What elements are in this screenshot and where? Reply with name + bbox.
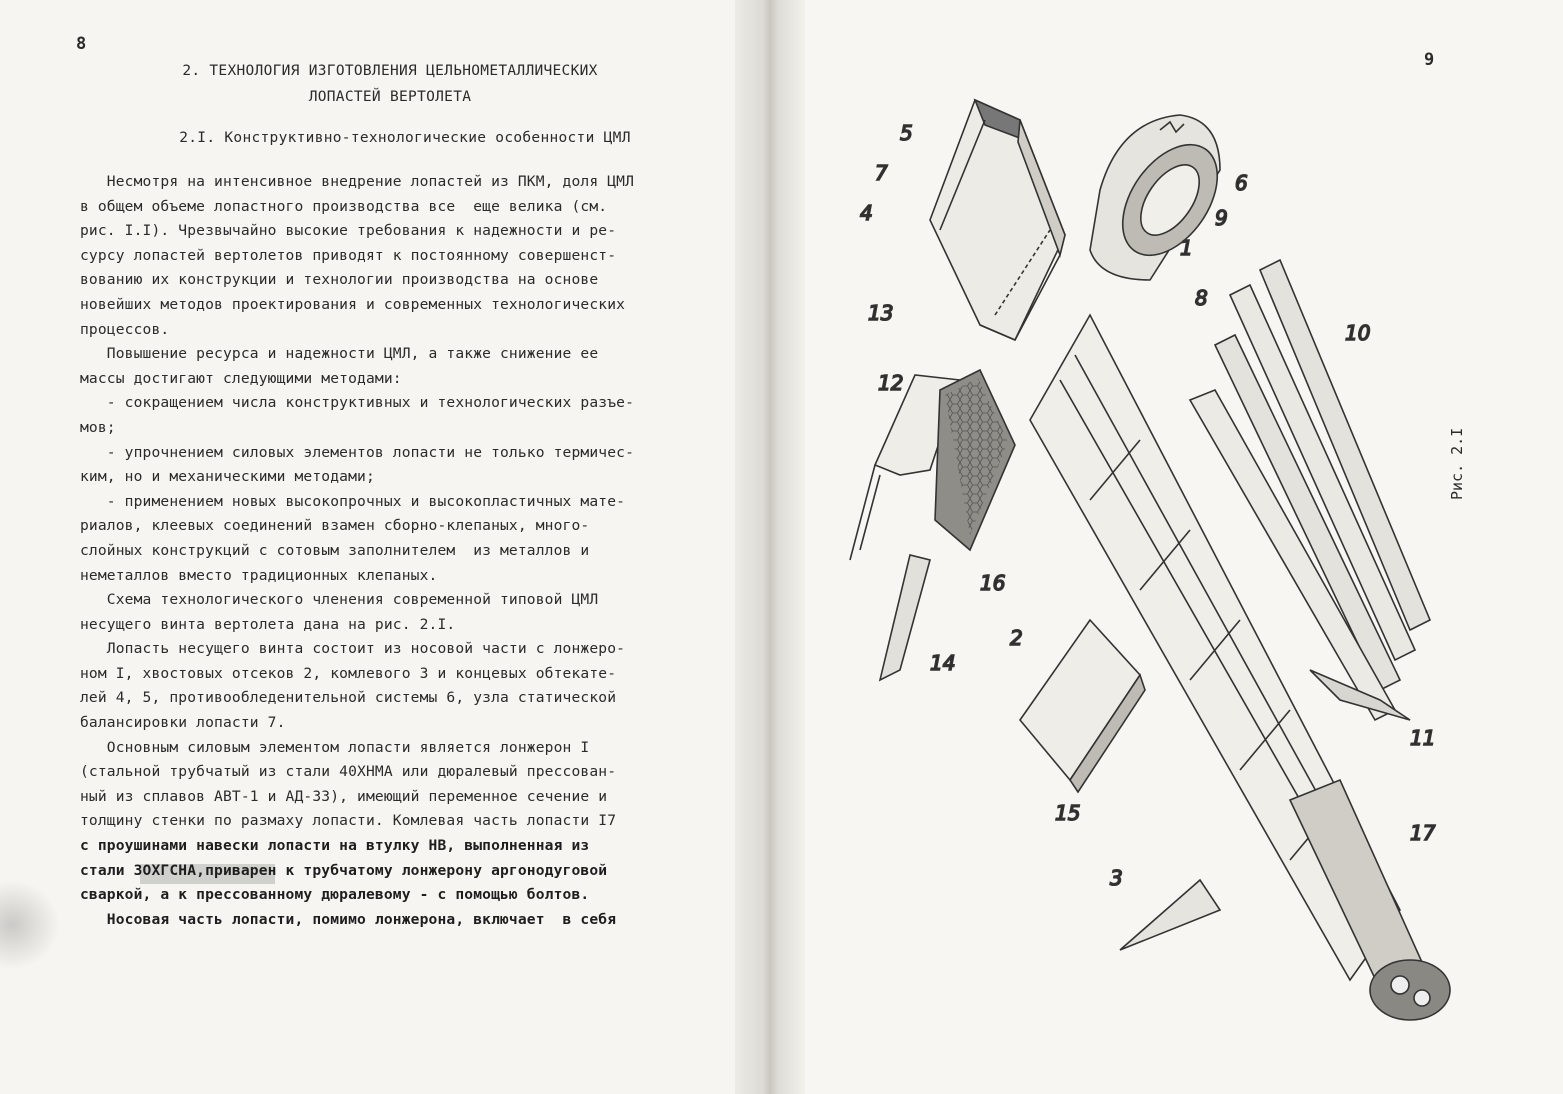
text-line: лей 4, 5, противообледенительной системы 6, узла статической — [80, 689, 617, 707]
scan-smudge — [0, 880, 60, 970]
text-line: - сокращением числа конструктивных и технологических разъе- — [80, 394, 635, 412]
figure-label: 8 — [1195, 286, 1208, 310]
chapter-title — [120, 58, 660, 110]
trailing-section-part — [1020, 620, 1145, 792]
page-number-right: 9 — [1424, 50, 1435, 70]
text-line: процессов. — [80, 320, 170, 338]
text-line: с проушинами навески лопасти на втулку НВ, выполненная из — [80, 837, 590, 855]
text-line: риалов, клеевых соединений взамен сборно-клепаных, многo- — [80, 517, 590, 535]
text-line: сваркой, а к прессованному дюралевому - с помощью болтов. — [80, 886, 590, 904]
chapter-title-line2: ЛОПАСТЕЙ ВЕРТОЛЕТА — [308, 89, 472, 105]
figure-label: 9 — [1215, 206, 1228, 230]
figure-label: 13 — [868, 301, 894, 325]
leading-edge-profile-part — [1090, 115, 1237, 280]
text-line: - применением новых высокопрочных и высокопластичных мате- — [80, 492, 626, 510]
text-line: балансировки лопасти 7. — [80, 714, 286, 732]
text-line: в общем объеме лопастного производства все еще велика (см. — [80, 197, 608, 215]
figure-label: 4 — [860, 201, 873, 225]
figure-label: 17 — [1410, 821, 1436, 845]
text-line: несущего винта вертолета дана на рис. 2.I. — [80, 615, 456, 633]
text-line: (стальной трубчатый из стали 40ХНМА или дюралевый прессован- — [80, 763, 617, 781]
figure-label: 2 — [1010, 626, 1023, 650]
figure-label: 11 — [1410, 726, 1436, 750]
text-line: рис. I.I). Чрезвычайно высокие требования к надежности и ре- — [80, 222, 617, 240]
tip-fairing-part — [930, 100, 1065, 340]
figure-label: 7 — [875, 161, 888, 185]
text-line: стали ЗОХГСНА,приварен к трубчатому лонжерону аргонодуговой — [80, 861, 608, 879]
text-line: ким, но и механическими методами; — [80, 468, 375, 486]
page-number-left: 8 — [76, 34, 87, 54]
figure-label: 3 — [1110, 866, 1123, 890]
figure-label: 6 — [1235, 171, 1248, 195]
figure-label: 16 — [980, 571, 1006, 595]
figure-label: 1 — [1180, 236, 1193, 260]
text-line: неметаллов вместо традиционных клепаных. — [80, 566, 438, 584]
text-line: Носовая часть лопасти, помимо лонжерона, включает в себя — [80, 910, 617, 928]
figure-label: 10 — [1345, 321, 1371, 345]
text-line: Схема технологического членения современной типовой ЦМЛ — [80, 591, 599, 609]
text-line: ном I, хвостовых отсеков 2, комлевого 3 и концевых обтекате- — [80, 664, 617, 682]
rotor-blade-exploded-diagram — [820, 80, 1540, 1090]
figure-label: 12 — [878, 371, 904, 395]
text-line: мов; — [80, 418, 116, 436]
text-line: Несмотря на интенсивное внедрение лопастей из ПКМ, доля ЦМЛ — [80, 173, 635, 190]
text-line: вованию их конструкции и технологии производства на основе — [80, 271, 599, 289]
root-fairing-part — [1120, 880, 1220, 950]
section-title: 2.I. Конструктивно-технологические особенности ЦМЛ — [179, 130, 631, 146]
text-line: массы достигают следующими методами: — [80, 369, 402, 387]
book-gutter — [735, 0, 805, 1094]
chapter-title-line1: 2. ТЕХНОЛОГИЯ ИЗГОТОВЛЕНИЯ ЦЕЛЬНОМЕТАЛЛИЧЕСКИХ — [182, 63, 598, 79]
figure-caption: Рис. 2.I — [1448, 427, 1466, 500]
text-line: слойных конструкций с сотовым заполнителем из металлов и — [80, 541, 590, 559]
honeycomb-panel-part — [850, 370, 1015, 680]
figure-label: 15 — [1055, 801, 1081, 825]
text-line: Лопасть несущего винта состоит из носовой части с лонжеро- — [80, 640, 626, 658]
text-line: толщину стенки по размаху лопасти. Комлевая часть лопасти I7 — [80, 812, 617, 830]
text-line: ный из сплавов АВТ-1 и АД-33), имеющий переменное сечение и — [80, 787, 608, 805]
text-line: Основным силовым элементом лопасти является лонжерон I — [80, 738, 590, 756]
body-text — [80, 170, 720, 932]
text-line: Повышение ресурса и надежности ЦМЛ, а также снижение ее — [80, 345, 599, 363]
text-line: - упрочнением силовых элементов лопасти не только термичес- — [80, 443, 635, 461]
figure-label: 5 — [900, 121, 913, 145]
text-line: новейших методов проектирования и современных технологических — [80, 295, 626, 313]
text-line: сурсу лопастей вертолетов приводят к постоянному совершенст- — [80, 246, 617, 264]
figure-label: 14 — [930, 651, 956, 675]
